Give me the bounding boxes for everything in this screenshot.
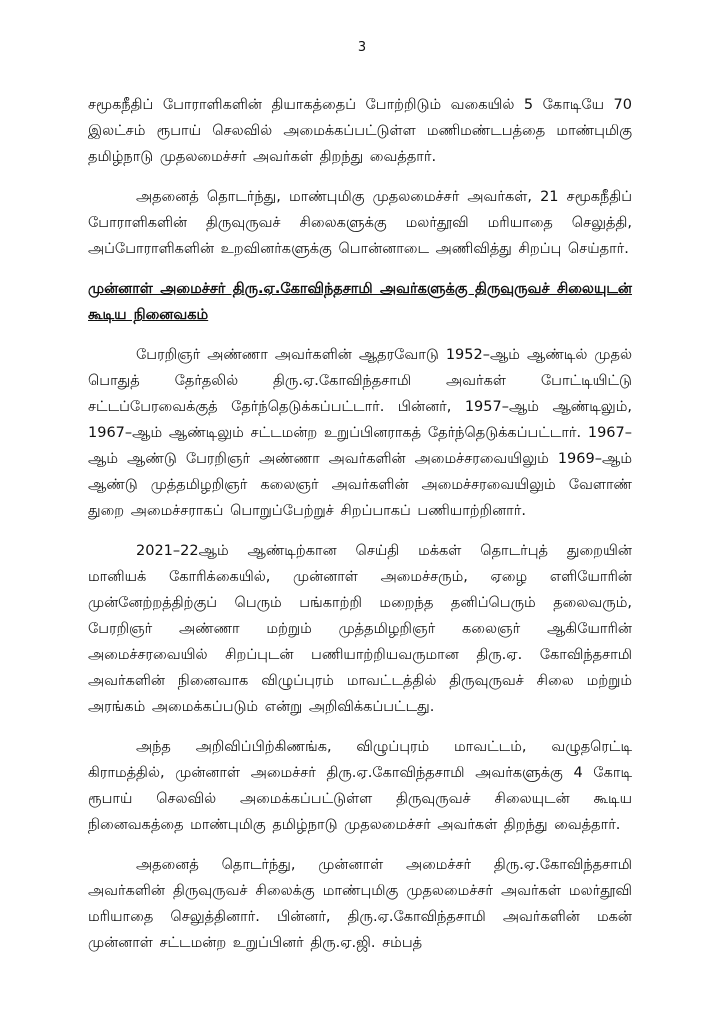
paragraph-memorial-inauguration: அந்த அறிவிப்பிற்கிணங்க, விழுப்புரம் மாவட்டம், வழுதரெட்டி கிராமத்தில், முன்னாள் அமைச்சர் திரு.ஏ.கோவிந்தசாமி அவர்களுக்கு 4 கோடி ரூபாய் செலவில் அமைக்கப்பட்டுள்ள திருவுருவச் சிலையுடன் கூடிய நினைவகத்தை மாண்புமிகு தமிழ்நாடு முதலமைச்சர் அவர்கள் திறந்து வைத்தார். bbox=[88, 739, 632, 833]
paragraph-political-career: பேரறிஞர் அண்ணா அவர்களின் ஆதரவோடு 1952–ஆம் ஆண்டில் முதல் பொதுத் தேர்தலில் திரு.ஏ.கோவிந்தசாமி அவர்கள் போட்டியிட்டு சட்டப்பேரவைக்குத் தேர்ந்தெடுக்கப்பட்டார். பின்னர், 1957–ஆம் ஆண்டிலும், 1967–ஆம் ஆண்டிலும் சட்டமன்ற உறுப்பினராகத் தேர்ந்தெடுக்கப்பட்டார். 1967–ஆம் ஆண்டு பேரறிஞர் அண்ணா அவர்களின் அமைச்சரவையிலும் 1969–ஆம் ஆண்டு முத்தமிழறிஞர் கலைஞர் அவர்களின் அமைச்சரவையிலும் வேளாண் துறை அமைச்சராகப் பொறுப்பேற்றுச் சிறப்பாகப் பணியாற்றினார். bbox=[88, 347, 632, 519]
page-number: 3 bbox=[357, 40, 367, 55]
paragraph-floral-tribute: அதனைத் தொடர்ந்து, மாண்புமிகு முதலமைச்சர் அவர்கள், 21 சமூகநீதிப் போராளிகளின் திருவுருவச் சிலைகளுக்கு மலர்தூவி மரியாதை செலுத்தி, அப்போராளிகளின் உறவினர்களுக்கு பொன்னாடை அணிவித்து சிறப்பு செய்தார். bbox=[88, 189, 632, 257]
paragraph-announcement: 2021–22ஆம் ஆண்டிற்கான செய்தி மக்கள் தொடர்புத் துறையின் மானியக் கோரிக்கையில், முன்னாள் அமைச்சரும், ஏழை எளியோரின் முன்னேற்றத்திற்குப் பெரும் பங்காற்றி மறைந்த தனிப்பெரும் தலைவரும், பேரறிஞர் அண்ணா மற்றும் முத்தமிழறிஞர் கலைஞர் ஆகியோரின் அமைச்சரவையில் சிறப்புடன் பணியாற்றியவருமான திரு.ஏ. கோவிந்தசாமி அவர்களின் நினைவாக விழுப்புரம் மாவட்டத்தில் திருவுருவச் சிலை மற்றும் அரங்கம் அமைக்கப்படும் என்று அறிவிக்கப்பட்டது. bbox=[88, 543, 632, 715]
paragraph-memorial-opening: சமூகநீதிப் போராளிகளின் தியாகத்தைப் போற்றிடும் வகையில் 5 கோடியே 70 இலட்சம் ரூபாய் செலவில் அமைக்கப்பட்டுள்ள மணிமண்டபத்தை மாண்புமிகு தமிழ்நாடு முதலமைச்சர் அவர்கள் திறந்து வைத்தார். bbox=[88, 97, 632, 165]
paragraph-statue-tribute: அதனைத் தொடர்ந்து, முன்னாள் அமைச்சர் திரு.ஏ.கோவிந்தசாமி அவர்களின் திருவுருவச் சிலைக்கு மாண்புமிகு முதலமைச்சர் அவர்கள் மலர்தூவி மரியாதை செலுத்தினார். பின்னர், திரு.ஏ.கோவிந்தசாமி அவர்களின் மகன் முன்னாள் சட்டமன்ற உறுப்பினர் திரு.ஏ.ஜி. சம்பத் bbox=[88, 857, 632, 951]
section-heading-govindasamy-memorial: முன்னாள் அமைச்சர் திரு.ஏ.கோவிந்தசாமி அவர்களுக்கு திருவுருவச் சிலையுடன் கூடிய நினைவகம் bbox=[88, 281, 632, 323]
document-body bbox=[88, 92, 632, 970]
